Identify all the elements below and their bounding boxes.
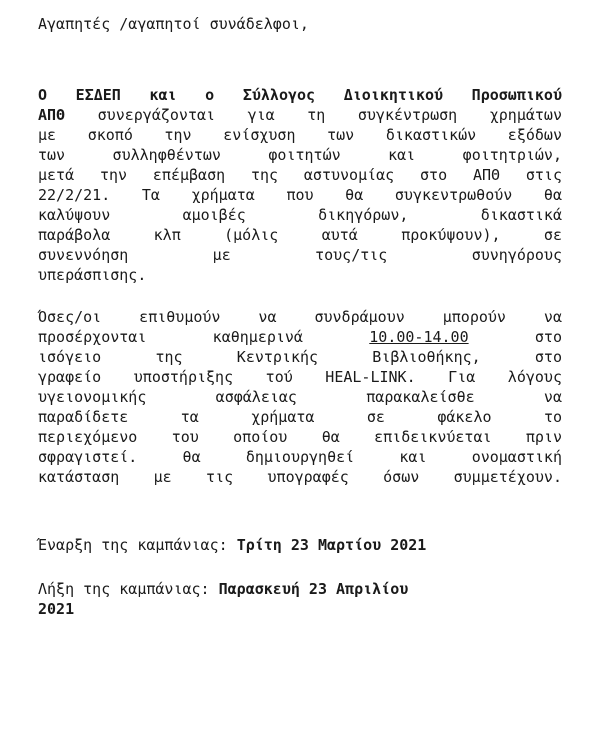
paragraph-line bbox=[38, 327, 562, 347]
text: συνεργάζονται για τη συγκέντρωση χρημάτων bbox=[65, 106, 562, 124]
campaign-end bbox=[38, 579, 562, 619]
paragraph-line: συνεννόηση με τους/τις συνηγόρους bbox=[38, 246, 562, 264]
paragraph-line: σφραγιστεί. θα δημιουργηθεί και ονομαστική bbox=[38, 448, 562, 466]
paragraph-fundraising bbox=[38, 85, 562, 285]
campaign-end-year: 2021 bbox=[38, 600, 75, 618]
bold-text: Ο ΕΣΔΕΠ και ο Σύλλογος Διοικητικού Προσωπικού bbox=[38, 86, 562, 104]
campaign-start bbox=[38, 535, 562, 555]
paragraph-line: 22/2/21. Τα χρήματα που θα συγκεντρωθούν θα bbox=[38, 186, 562, 204]
paragraph-line: των συλληφθέντων φοιτητών και φοιτητριών, bbox=[38, 146, 562, 164]
text: στο bbox=[468, 328, 562, 346]
campaign-end-date: Παρασκευή 23 Απριλίου bbox=[218, 580, 409, 598]
paragraph-line bbox=[38, 105, 562, 125]
paragraph-line: κατάσταση με τις υπογραφές όσων συμμετέχουν. bbox=[38, 468, 562, 486]
paragraph-line: γραφείο υποστήριξης τού HEAL-LINK. Για λόγους bbox=[38, 368, 562, 386]
paragraph-line: με σκοπό την ενίσχυση των δικαστικών εξόδων bbox=[38, 126, 562, 144]
paragraph-line: καλύψουν αμοιβές δικηγόρων, δικαστικά bbox=[38, 206, 562, 224]
paragraph-line: μετά την επέμβαση της αστυνομίας στο ΑΠΘ στις bbox=[38, 166, 562, 184]
paragraph-line: ισόγειο της Κεντρικής Βιβλιοθήκης, στο bbox=[38, 348, 562, 366]
greeting: Αγαπητές /αγαπητοί συνάδελφοι, bbox=[38, 15, 309, 33]
paragraph-instructions bbox=[38, 307, 562, 487]
campaign-end-line bbox=[38, 579, 562, 599]
paragraph-line: περιεχόμενο του οποίου θα επιδεικνύεται πριν bbox=[38, 428, 562, 446]
opening-hours: 10.00-14.00 bbox=[369, 328, 469, 346]
campaign-end-line bbox=[38, 599, 562, 619]
text: προσέρχονται καθημερινά bbox=[38, 328, 370, 346]
paragraph-line: παράβολα κλπ (μόλις αυτά προκύψουν), σε bbox=[38, 226, 562, 244]
paragraph-line bbox=[38, 85, 562, 105]
bold-text: ΑΠΘ bbox=[38, 106, 66, 124]
campaign-end-label: Λήξη της καμπάνιας: bbox=[38, 580, 219, 598]
paragraph-line: Όσες/οι επιθυμούν να συνδράμουν μπορούν να bbox=[38, 308, 562, 326]
paragraph-line: υπεράσπισης. bbox=[38, 266, 147, 284]
campaign-start-date: Τρίτη 23 Μαρτίου 2021 bbox=[236, 536, 427, 554]
paragraph-line: υγειονομικής ασφάλειας παρακαλείσθε να bbox=[38, 388, 562, 406]
paragraph-line: παραδίδετε τα χρήματα σε φάκελο το bbox=[38, 408, 562, 426]
campaign-start-label: Έναρξη της καμπάνιας: bbox=[38, 536, 237, 554]
